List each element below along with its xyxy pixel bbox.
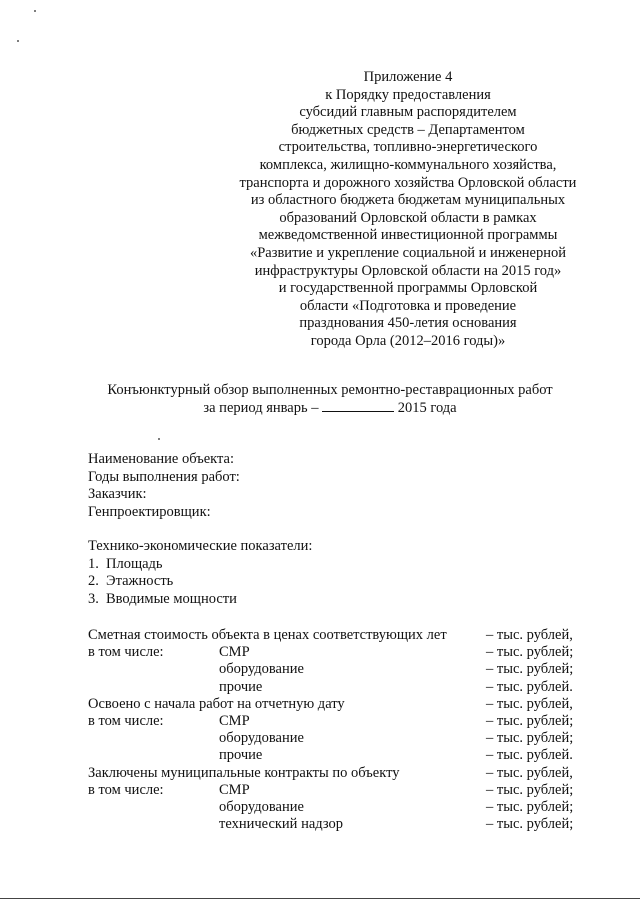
appendix-line: из областного бюджета бюджетам муниципальных [250,192,566,209]
cost-row-label: Заключены муниципальные контракты по объекту [88,764,400,781]
cost-row-unit: – тыс. рублей; [486,781,574,798]
object-fields [88,451,240,521]
cost-row [88,799,588,816]
period-blank-field[interactable] [322,399,394,412]
scan-speck [158,438,160,440]
field-general-designer: Генпроектировщик: [88,503,211,520]
cost-row-unit: – тыс. рублей, [486,764,573,781]
cost-row [88,765,588,782]
scan-speck [17,40,19,42]
field-years: Годы выполнения работ: [88,468,240,485]
title-line-1: Конъюнктурный обзор выполненных ремонтно-реставрационных работ [107,382,553,398]
field-customer: Заказчик: [88,486,147,502]
cost-row [88,816,588,833]
cost-row-subitem: СМР [219,781,250,798]
cost-row-unit: – тыс. рублей. [486,747,573,764]
cost-row-label: Освоено с начала работ на отчетную дату [88,695,345,712]
appendix-line: комплекса, жилищно-коммунального хозяйства, [259,156,557,173]
cost-row [88,627,588,644]
tep-item: 2. Этажность [88,573,174,589]
cost-row-unit: – тыс. рублей; [486,661,574,678]
appendix-line: празднования 450-летия основания [299,315,517,332]
appendix-line: города Орла (2012–2016 годы)» [310,332,506,349]
cost-row-subitem: оборудование [219,730,304,747]
cost-row-label: Сметная стоимость объекта в ценах соответствующих лет [88,627,447,643]
cost-row-subitem: прочие [219,678,263,695]
cost-row-subitem: СМР [219,712,250,729]
appendix-line: строительства, топливно-энергетического [278,139,538,156]
cost-row-unit: – тыс. рублей; [486,816,574,833]
appendix-line: инфраструктуры Орловской области на 2015 год» [254,262,562,279]
cost-row [88,730,588,747]
cost-row [88,644,588,661]
appendix-line: области «Подготовка и проведение [299,297,517,314]
cost-row-subitem: СМР [219,644,250,661]
cost-row-unit: – тыс. рублей, [486,627,573,643]
tep-item: 1. Площадь [88,555,163,572]
appendix-line: субсидий главным распорядителем [299,104,517,121]
cost-row [88,713,588,730]
appendix-line: и государственной программы Орловской [278,280,538,297]
cost-row-unit: – тыс. рублей; [486,730,574,747]
cost-row-unit: – тыс. рублей; [486,644,574,661]
title-line-2 [60,399,600,417]
cost-row [88,661,588,678]
title-period-suffix: 2015 года [397,400,457,416]
cost-row [88,679,588,696]
cost-row-unit: – тыс. рублей, [486,695,573,712]
cost-row-label: в том числе: [88,712,164,729]
appendix-line: межведомственной инвестиционной программы [258,227,558,244]
document-title [60,381,600,417]
tep-item: 3. Вводимые мощности [88,590,237,607]
field-object-name: Наименование объекта: [88,451,234,467]
appendix-line: к Порядку предоставления [325,86,491,103]
appendix-header [222,69,594,351]
cost-row-label: в том числе: [88,781,164,798]
title-period-prefix: за период январь – [203,400,319,416]
cost-row [88,782,588,799]
cost-row-subitem: технический надзор [219,816,343,833]
tep-heading: Технико-экономические показатели: [88,538,313,554]
appendix-line: Приложение 4 [363,69,453,85]
technical-indicators [88,538,312,608]
cost-row [88,747,588,764]
cost-row [88,696,588,713]
cost-table [88,627,588,833]
cost-row-subitem: прочие [219,747,263,764]
cost-row-subitem: оборудование [219,798,304,815]
appendix-line: «Развитие и укрепление социальной и инженерной [249,244,566,261]
page-bottom-edge [0,898,640,899]
cost-row-unit: – тыс. рублей; [486,712,574,729]
cost-row-unit: – тыс. рублей. [486,678,573,695]
appendix-line: транспорта и дорожного хозяйства Орловской области [239,174,577,191]
appendix-line: образований Орловской области в рамках [279,209,537,226]
cost-row-label: в том числе: [88,644,164,661]
appendix-line: бюджетных средств – Департаментом [291,121,525,138]
cost-row-unit: – тыс. рублей; [486,798,574,815]
scan-speck [34,10,36,12]
cost-row-subitem: оборудование [219,661,304,678]
